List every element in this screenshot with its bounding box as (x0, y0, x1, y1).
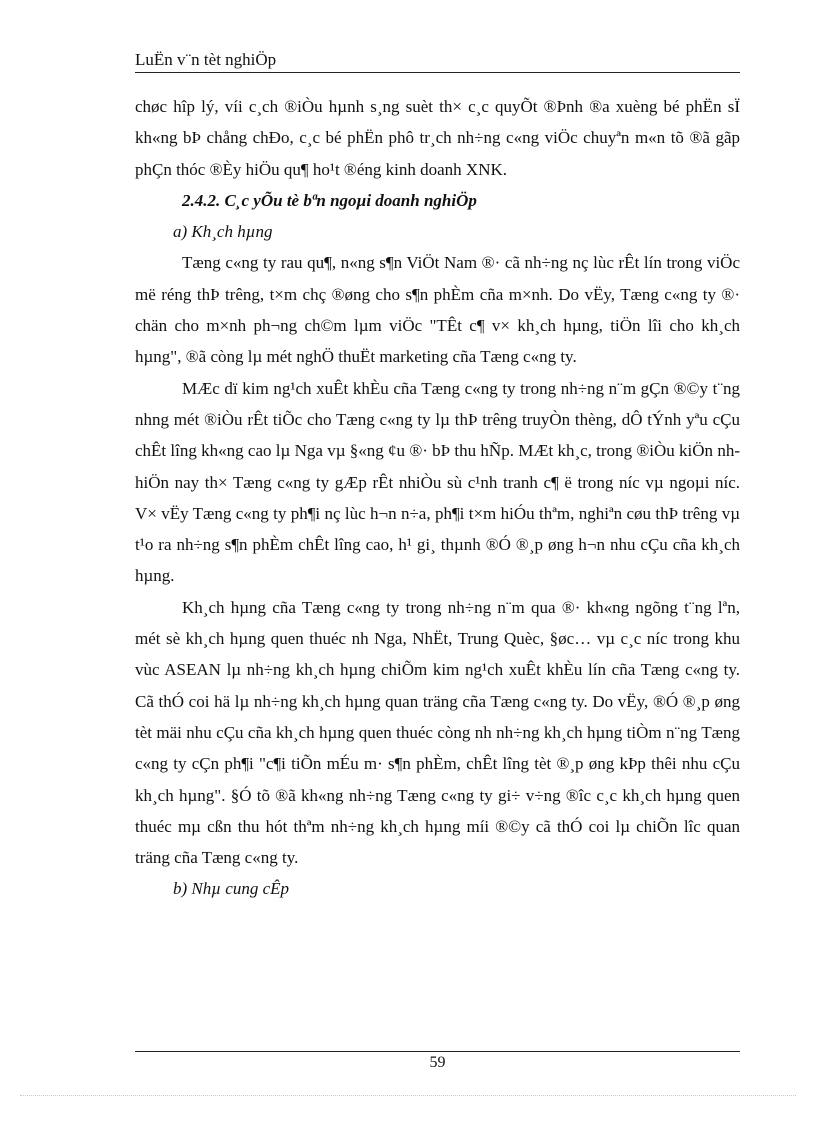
paragraph-continued: chøc hîp lý, víi c¸ch ®iÒu hµnh s¸ng suèt th× c¸c quyÕt ®Þnh ®a xuèng bé phËn sÏ kh«ng bÞ chång chÐo, c¸c bé phËn phô tr¸ch nh÷ng c«ng viÖc chuyªn m«n tõ ®ã gãp phÇn thóc ®Èy hiÖu qu¶ ho¹t ®éng kinh doanh XNK. (135, 97, 740, 179)
section-heading: 2.4.2. C¸c yÕu tè bªn ngoµi doanh nghiÖp (182, 190, 477, 210)
subsection-suppliers: b) Nhµ cung cÊp (173, 879, 290, 899)
paragraph-3: Kh¸ch hµng cña Tæng c«ng ty trong nh÷ng n¨m qua ®· kh«ng ngõng t¨ng lªn, mét sè kh¸ch hµng quen thuéc nh Nga, NhËt, Trung Quèc, §øc… vµ c¸c níc trong khu vùc ASEAN lµ nh÷ng kh¸ch hµng chiÕm kim ng¹ch xuÊt khÈu lín cña Tæng c«ng ty. Cã thÓ coi hä lµ nh÷ng kh¸ch hµng quan träng cña Tæng c«ng ty. Do vËy, ®Ó ®¸p øng tèt mäi nhu cÇu cña kh¸ch hµng quen thuéc còng nh nh÷ng kh¸ch hµng tiÒm n¨ng Tæng c«ng ty cÇn ph¶i "c¶i tiÕn mÉu m· s¶n phÈm, chÊt lîng tèt ®¸p øng kÞp thêi nhu cÇu kh¸ch hµng". §Ó tõ ®ã kh«ng nh÷ng Tæng c«ng ty gi÷ v÷ng ®îc c¸c kh¸ch hµng quen thuéc mµ cßn thu hót thªm nh÷ng kh¸ch hµng míi ®©y cã thÓ coi lµ chiÕn lîc quan träng cña Tæng c«ng ty. (135, 597, 740, 868)
page-number: 59 (429, 1054, 446, 1071)
page-edge-dotted-line (20, 1095, 796, 1096)
footer-divider (135, 1051, 740, 1052)
paragraph-2: MÆc dï kim ng¹ch xuÊt khÈu cña Tæng c«ng ty trong nh÷ng n¨m gÇn ®©y t¨ng nhng mét ®iÒu rÊt tiÕc cho Tæng c«ng ty lµ thÞ trêng truyÒn thèng, dÔ tÝnh yªu cÇu chÊt lîng kh«ng cao lµ Nga vµ §«ng ¢u ®· bÞ thu hÑp. MÆt kh¸c, trong ®iÒu kiÖn nh hiÖn nay th× Tæng c«ng ty gÆp rÊt nhiÒu sù c¹nh tranh c¶ ë trong níc vµ ngoµi níc. V× vËy Tæng c«ng ty ph¶i nç lùc h¬n n÷a, ph¶i t×m hiÓu thªm, nghiªn cøu thÞ trêng vµ t¹o ra nh÷ng s¶n phÈm chÊt lîng cao, h¹ gi¸ thµnh ®Ó ®¸p øng h¬n nhu cÇu cña kh¸ch hµng. (135, 378, 740, 586)
running-header: LuËn v¨n tèt nghiÖp (135, 50, 277, 69)
header-divider (135, 72, 740, 73)
page-body (135, 91, 740, 905)
paragraph-1: Tæng c«ng ty rau qu¶, n«ng s¶n ViÖt Nam ®· cã nh÷ng nç lùc rÊt lín trong viÖc më réng thÞ trêng, t×m chç ®øng cho s¶n phÈm cña m×nh. Do vËy, Tæng c«ng ty ®· chän cho m×nh ph¬ng ch©m lµm viÖc "TÊt c¶ v× kh¸ch hµng, tiÖn lîi cho kh¸ch hµng", ®ã còng lµ mét nghÖ thuËt marketing cña Tæng c«ng ty. (135, 253, 740, 367)
subsection-customers: a) Kh¸ch hµng (173, 222, 273, 242)
